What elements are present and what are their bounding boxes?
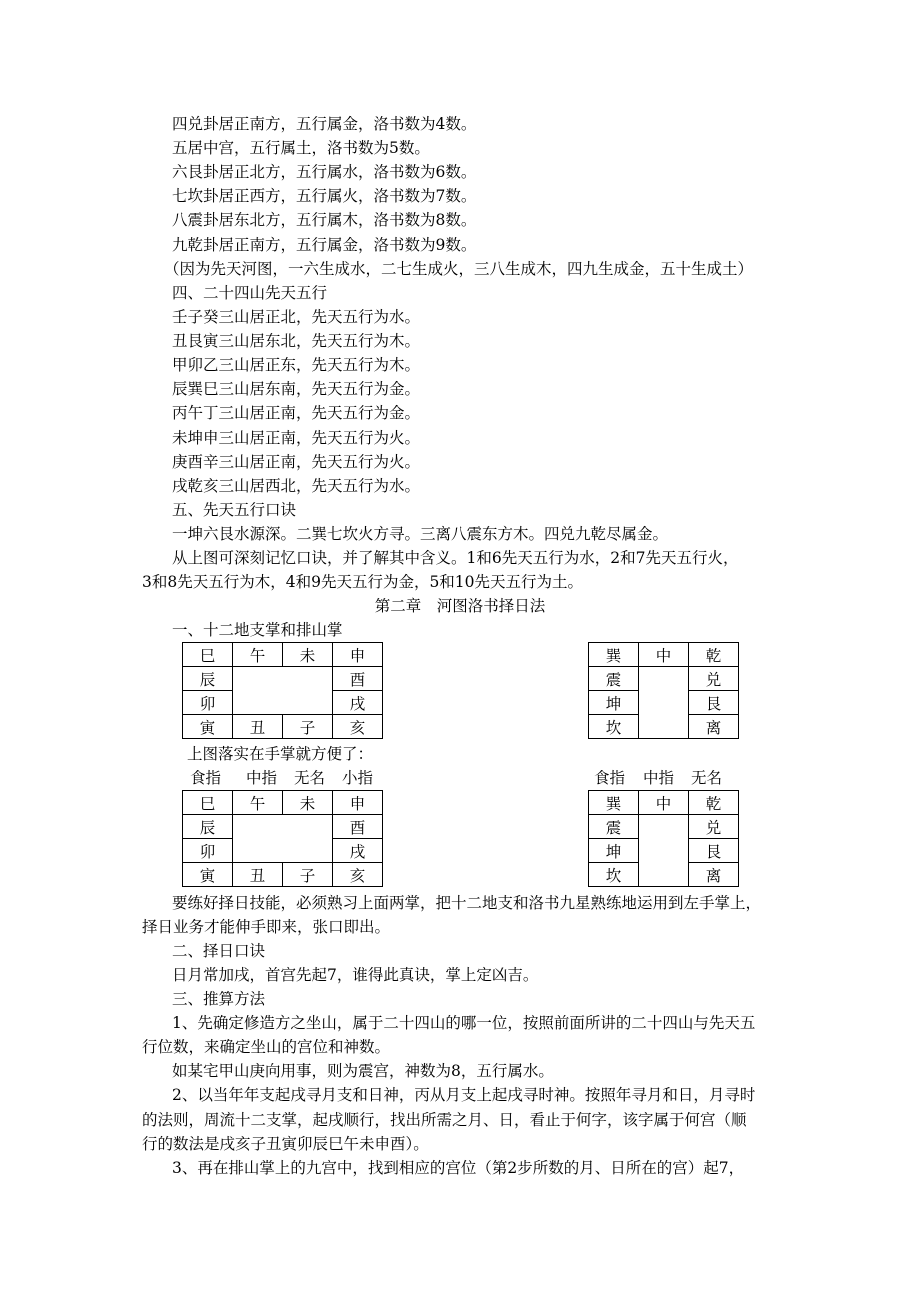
text-line: 的法则，周流十二支掌，起戌顺行，找出所需之月、日，看止于何字，该字属于何宫（顺 (142, 1111, 747, 1129)
finger-label: 中指 (246, 769, 278, 787)
text-line: 庚酉辛三山居正南，先天五行为火。 (172, 453, 421, 471)
grid-cell: 艮 (689, 691, 739, 715)
grid-cell: 酉 (333, 815, 383, 839)
text-line: 择日业务才能伸手即来，张口即出。 (142, 918, 391, 936)
grid-cell: 申 (333, 791, 383, 815)
text-line: 五居中宫，五行属土，洛书数为5数。 (172, 139, 430, 157)
text-line: 从上图可深刻记忆口诀，并了解其中含义。1和6先天五行为水，2和7先天五行火， (172, 549, 739, 567)
finger-labels-right (0, 768, 920, 788)
text-line: 丑艮寅三山居东北，先天五行为木。 (172, 332, 421, 350)
grid-cell: 丑 (233, 863, 283, 887)
grid-cell: 震 (589, 667, 639, 691)
grid-cell: 辰 (183, 667, 233, 691)
grid-center-blank (233, 667, 333, 715)
section-heading: 一、十二地支掌和排山掌 (172, 621, 343, 639)
finger-label: 中指 (643, 769, 675, 787)
grid-cell: 午 (233, 791, 283, 815)
text-line: 要练好择日技能，必须熟习上面两掌，把十二地支和洛书九星熟练地运用到左手掌上， (172, 894, 762, 912)
grid-cell: 坎 (589, 863, 639, 887)
grid-cell: 子 (283, 715, 333, 739)
grid-cell: 申 (333, 643, 383, 667)
grid-cell: 兑 (689, 815, 739, 839)
text-line: 未坤申三山居正南，先天五行为火。 (172, 429, 421, 447)
grid-cell: 震 (589, 815, 639, 839)
grid-center-blank (639, 815, 689, 887)
text-line: 四兑卦居正南方，五行属金，洛书数为4数。 (172, 115, 477, 133)
text-line: 七坎卦居正西方，五行属火，洛书数为7数。 (172, 187, 477, 205)
grid-center-blank (233, 815, 333, 863)
finger-label: 无名 (691, 769, 723, 787)
grid-cell: 未 (283, 643, 333, 667)
text-line: 九乾卦居正南方，五行属金，洛书数为9数。 (172, 236, 477, 254)
grid-cell: 艮 (689, 839, 739, 863)
grid-cell: 坤 (589, 691, 639, 715)
section-heading: 二、择日口诀 (172, 942, 266, 960)
grid-cell: 离 (689, 863, 739, 887)
text-line: 丙午丁三山居正南，先天五行为金。 (172, 404, 421, 422)
grid-cell: 兑 (689, 667, 739, 691)
text-line: 日月常加戌，首宫先起7，谁得此真诀，掌上定凶吉。 (172, 966, 539, 984)
grid-cell: 戌 (333, 691, 383, 715)
text-line: 如某宅甲山庚向用事，则为震宫，神数为8，五行属水。 (172, 1062, 554, 1080)
palace-palm-grid (588, 642, 739, 739)
grid-center-blank (639, 667, 689, 739)
section-heading: 四、二十四山先天五行 (172, 284, 328, 302)
chapter-title: 第二章 河图洛书择日法 (374, 597, 546, 615)
grid-cell: 巳 (183, 791, 233, 815)
text-line: 行的数法是戌亥子丑寅卯辰巳午未申酉）。 (142, 1135, 429, 1153)
text-line: （因为先天河图，一六生成水，二七生成火，三八生成木，四九生成金，五十生成土） (164, 260, 754, 278)
grid-cell: 酉 (333, 667, 383, 691)
grid-cell: 离 (689, 715, 739, 739)
text-line: 甲卯乙三山居正东，先天五行为木。 (172, 356, 421, 374)
section-heading: 五、先天五行口诀 (172, 501, 297, 519)
finger-label: 小指 (342, 769, 374, 787)
branch-palm-grid (182, 642, 383, 739)
text-line: 3、再在排山掌上的九宫中，找到相应的宫位（第2步所数的月、日所在的宫）起7， (172, 1159, 745, 1177)
grid-cell: 巳 (183, 643, 233, 667)
grid-cell: 寅 (183, 863, 233, 887)
finger-label: 无名 (294, 769, 326, 787)
text-line: 八震卦居东北方，五行属木，洛书数为8数。 (172, 211, 477, 229)
hand-note: 上图落实在手掌就方便了： (187, 745, 374, 763)
grid-cell: 戌 (333, 839, 383, 863)
text-line: 2、以当年年支起戌寻月支和日神，丙从月支上起戌寻时神。按照年寻月和日，月寻时 (172, 1086, 756, 1104)
text-line: 辰巽巳三山居东南，先天五行为金。 (172, 380, 421, 398)
grid-cell: 坎 (589, 715, 639, 739)
grid-cell: 乾 (689, 643, 739, 667)
grid-cell: 坤 (589, 839, 639, 863)
text-line: 3和8先天五行为木，4和9先天五行为金，5和10先天五行为土。 (142, 573, 584, 591)
grid-cell: 卯 (183, 839, 233, 863)
grid-cell: 中 (639, 791, 689, 815)
grid-cell: 卯 (183, 691, 233, 715)
grid-cell: 午 (233, 643, 283, 667)
grid-cell: 寅 (183, 715, 233, 739)
section-heading: 三、推算方法 (172, 990, 266, 1008)
grid-cell: 丑 (233, 715, 283, 739)
grid-cell: 辰 (183, 815, 233, 839)
grid-cell: 亥 (333, 715, 383, 739)
text-line: 戌乾亥三山居西北，先天五行为水。 (172, 477, 421, 495)
grid-cell: 未 (283, 791, 333, 815)
text-line: 一坤六艮水源深。二巽七坎火方寻。三离八震东方木。四兑九乾尽属金。 (172, 525, 669, 543)
grid-cell: 乾 (689, 791, 739, 815)
grid-cell: 巽 (589, 791, 639, 815)
grid-cell: 亥 (333, 863, 383, 887)
grid-cell: 子 (283, 863, 333, 887)
finger-label: 食指 (190, 769, 222, 787)
palace-palm-grid-hand (588, 790, 739, 887)
grid-cell: 巽 (589, 643, 639, 667)
text-line: 壬子癸三山居正北，先天五行为水。 (172, 308, 421, 326)
finger-label: 食指 (594, 769, 626, 787)
text-line: 行位数，来确定坐山的宫位和神数。 (142, 1038, 391, 1056)
branch-palm-grid-hand (182, 790, 383, 887)
text-line: 六艮卦居正北方，五行属水，洛书数为6数。 (172, 163, 477, 181)
grid-cell: 中 (639, 643, 689, 667)
text-line: 1、先确定修造方之坐山，属于二十四山的哪一位，按照前面所讲的二十四山与先天五 (172, 1014, 756, 1032)
